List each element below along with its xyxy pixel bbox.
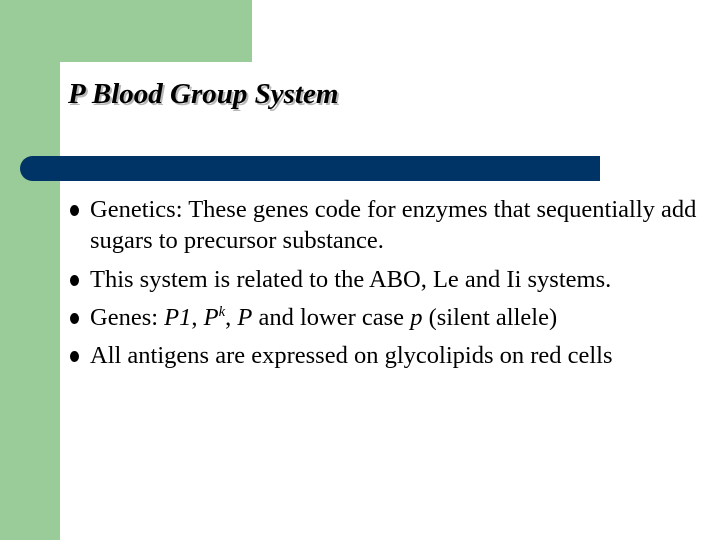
separator: , bbox=[191, 304, 204, 331]
top-accent-block bbox=[0, 0, 252, 62]
bullet-text-suffix: (silent allele) bbox=[422, 304, 558, 331]
gene-p: P bbox=[237, 304, 253, 331]
bullet-dot-icon bbox=[70, 351, 79, 362]
bullet-text: This system is related to the ABO, Le and Ii systems. bbox=[90, 266, 612, 293]
bullet-text-mid: and lower case bbox=[252, 304, 411, 331]
bullet-list bbox=[70, 194, 710, 378]
bullet-dot-icon bbox=[70, 205, 79, 216]
bullet-item bbox=[70, 264, 710, 295]
bullet-item bbox=[70, 194, 710, 256]
gene-pk-base: P bbox=[203, 304, 219, 331]
bullet-text: All antigens are expressed on glycolipids on red cells bbox=[90, 342, 613, 369]
bullet-dot-icon bbox=[70, 313, 79, 324]
gene-pk bbox=[204, 304, 226, 331]
bullet-item bbox=[70, 302, 710, 333]
separator: , bbox=[225, 304, 238, 331]
gene-p1: P1 bbox=[164, 304, 192, 331]
bullet-dot-icon bbox=[70, 275, 79, 286]
slide-title: P Blood Group System bbox=[68, 78, 339, 110]
bullet-text-prefix: Genes: bbox=[90, 304, 165, 331]
left-accent-bar bbox=[0, 0, 60, 540]
bullet-text: Genetics: These genes code for enzymes that sequentially add sugars to precursor substance. bbox=[90, 196, 697, 254]
bullet-item bbox=[70, 340, 710, 371]
gene-pk-superscript: k bbox=[218, 303, 226, 320]
title-divider-bar bbox=[20, 156, 600, 181]
gene-p-lower: p bbox=[410, 304, 423, 331]
